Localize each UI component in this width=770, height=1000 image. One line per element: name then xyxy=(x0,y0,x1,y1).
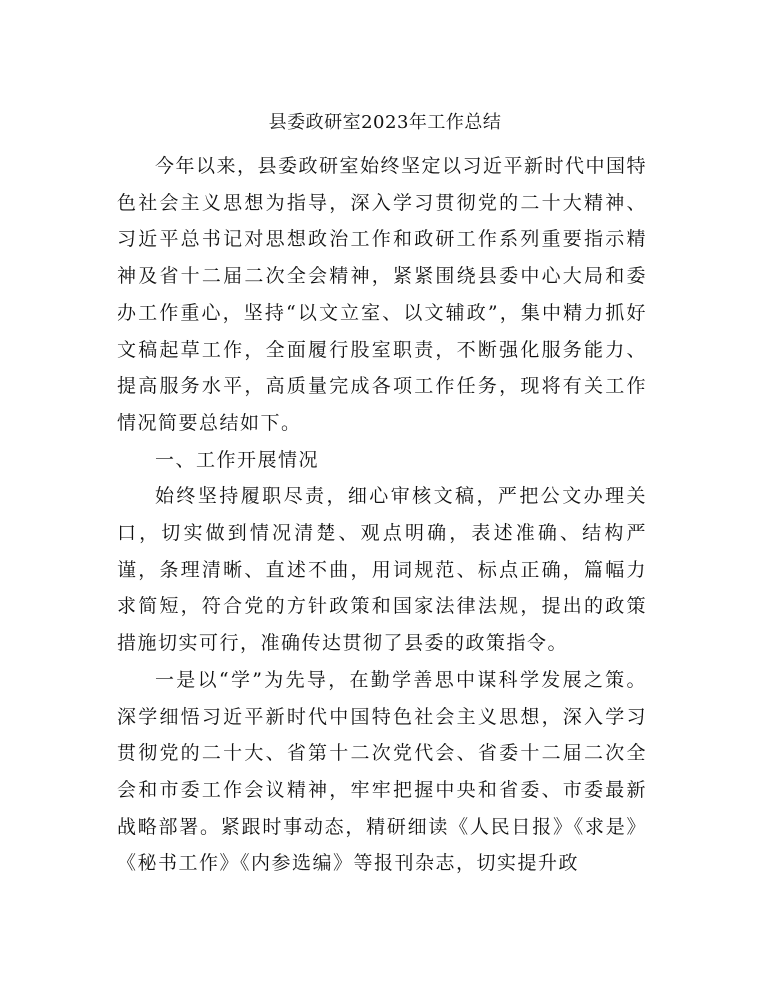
work-status-paragraph: 始终坚持履职尽责，细心审核文稿，严把公文办理关口，切实做到情况清楚、观点明确，表述准确、结构严谨，条理清晰、直述不曲，用词规范、标点正确，篇幅力求简短，符合党的方针政策和国家法律法规，提出的政策措施切实可行，准确传达贯彻了县委的政策指令。 xyxy=(117,485,647,655)
document-body xyxy=(117,148,647,882)
section-heading-work-status: 一、工作开展情况 xyxy=(155,448,320,471)
intro-paragraph: 今年以来，县委政研室始终坚定以习近平新时代中国特色社会主义思想为指导，深入学习贯彻党的二十大精神、习近平总书记对思想政治工作和政研工作系列重要指示精神及省十二届二次全会精神，紧紧围绕县委中心大局和委办工作重心，坚持“以文立室、以文辅政”，集中精力抓好文稿起草工作，全面履行股室职责，不断强化服务能力、提高服务水平，高质量完成各项工作任务，现将有关工作情况简要总结如下。 xyxy=(117,155,648,434)
document-title: 县委政研室2023年工作总结 xyxy=(268,112,502,133)
study-paragraph: 一是以“学”为先导，在勤学善思中谋科学发展之策。深学细悟习近平新时代中国特色社会主义思想，深入学习贯彻党的二十大、省第十二次党代会、省委十二届二次全会和市委工作会议精神，牢牢把握中央和省委、市委最新战略部署。紧跟时事动态，精研细读《人民日报》《求是》《秘书工作》《内参选编》等报刊杂志，切实提升政 xyxy=(117,668,647,875)
